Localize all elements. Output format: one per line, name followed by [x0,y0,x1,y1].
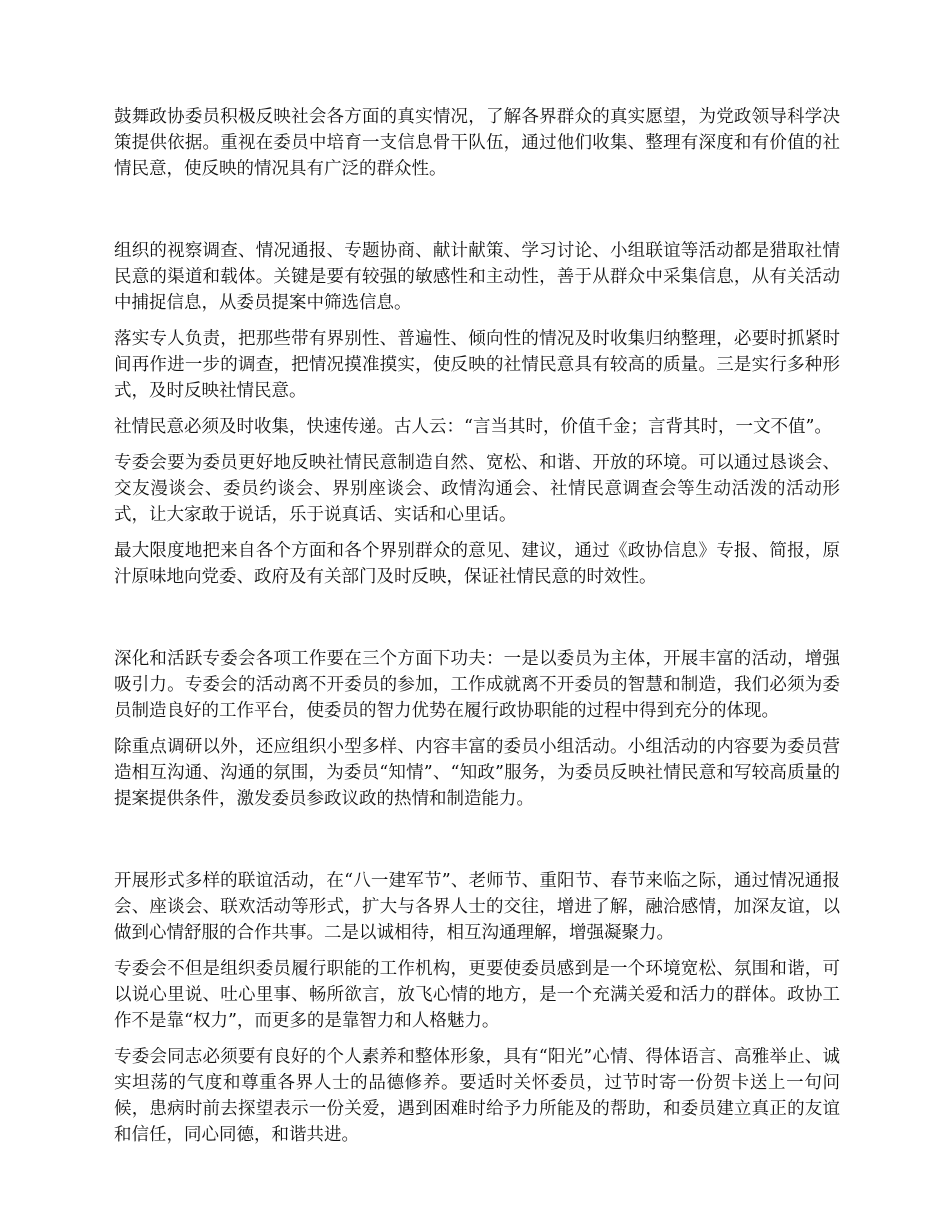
paragraph: 专委会不但是组织委员履行职能的工作机构，更要使委员感到是一个环境宽松、氛围和谐，可以说心里说、吐心里事、畅所欲言，放飞心情的地方，是一个充满关爱和活力的群体。政协工作不是靠“权力”，而更多的是靠智力和人格魅力。 [114,959,840,1031]
section-3 [114,646,840,812]
document-body [114,104,840,1158]
section-gap [114,822,840,868]
paragraph: 最大限度地把来自各个方面和各个界别群众的意见、建议，通过《政协信息》专报、简报，原汁原味地向党委、政府及有关部门及时反映，保证社情民意的时效性。 [114,541,840,587]
paragraph: 专委会要为委员更好地反映社情民意制造自然、宽松、和谐、开放的环境。可以通过恳谈会、交友漫谈会、委员约谈会、界别座谈会、政情沟通会、社情民意调查会等生动活泼的活动形式，让大家敢于说话，乐于说真话、实话和心里话。 [114,453,840,525]
section-gap [114,192,840,238]
section-gap [114,600,840,646]
paragraph: 专委会同志必须要有良好的个人素养和整体形象，具有“阳光”心情、得体语言、高雅举止、诚实坦荡的气度和尊重各界人士的品德修养。要适时关怀委员，过节时寄一份贺卡送上一句问候，患病时前去探望表示一份关爱，遇到困难时给予力所能及的帮助，和委员建立真正的友谊和信任，同心同德，和谐共进。 [114,1047,840,1145]
section-1 [114,104,840,182]
section-4 [114,868,840,1148]
paragraph: 组织的视察调查、情况通报、专题协商、献计献策、学习讨论、小组联谊等活动都是猎取社情民意的渠道和载体。关键是要有较强的敏感性和主动性，善于从群众中采集信息，从有关活动中捕捉信息，从委员提案中筛选信息。 [114,241,840,313]
paragraph: 除重点调研以外，还应组织小型多样、内容丰富的委员小组活动。小组活动的内容要为委员营造相互沟通、沟通的氛围，为委员“知情”、“知政”服务，为委员反映社情民意和写较高质量的提案提供条件，激发委员参政议政的热情和制造能力。 [114,737,840,809]
paragraph: 开展形式多样的联谊活动，在“八一建军节”、老师节、重阳节、春节来临之际，通过情况通报会、座谈会、联欢活动等形式，扩大与各界人士的交往，增进了解，融洽感情，加深友谊，以做到心情舒服的合作共事。二是以诚相待，相互沟通理解，增强凝聚力。 [114,871,840,943]
paragraph: 社情民意必须及时收集，快速传递。古人云：“言当其时，价值千金；言背其时，一文不值”。 [114,417,832,437]
paragraph: 深化和活跃专委会各项工作要在三个方面下功夫：一是以委员为主体，开展丰富的活动，增强吸引力。专委会的活动离不开委员的参加，工作成就离不开委员的智慧和制造，我们必须为委员制造良好的工作平台，使委员的智力优势在履行政协职能的过程中得到充分的体现。 [114,649,840,721]
paragraph: 落实专人负责，把那些带有界别性、普遍性、倾向性的情况及时收集归纳整理，必要时抓紧时间再作进一步的调查，把情况摸准摸实，使反映的社情民意具有较高的质量。三是实行多种形式，及时反映社情民意。 [114,329,840,401]
section-2 [114,238,840,590]
paragraph: 鼓舞政协委员积极反映社会各方面的真实情况，了解各界群众的真实愿望，为党政领导科学决策提供依据。重视在委员中培育一支信息骨干队伍，通过他们收集、整理有深度和有价值的社情民意，使反映的情况具有广泛的群众性。 [114,107,840,179]
